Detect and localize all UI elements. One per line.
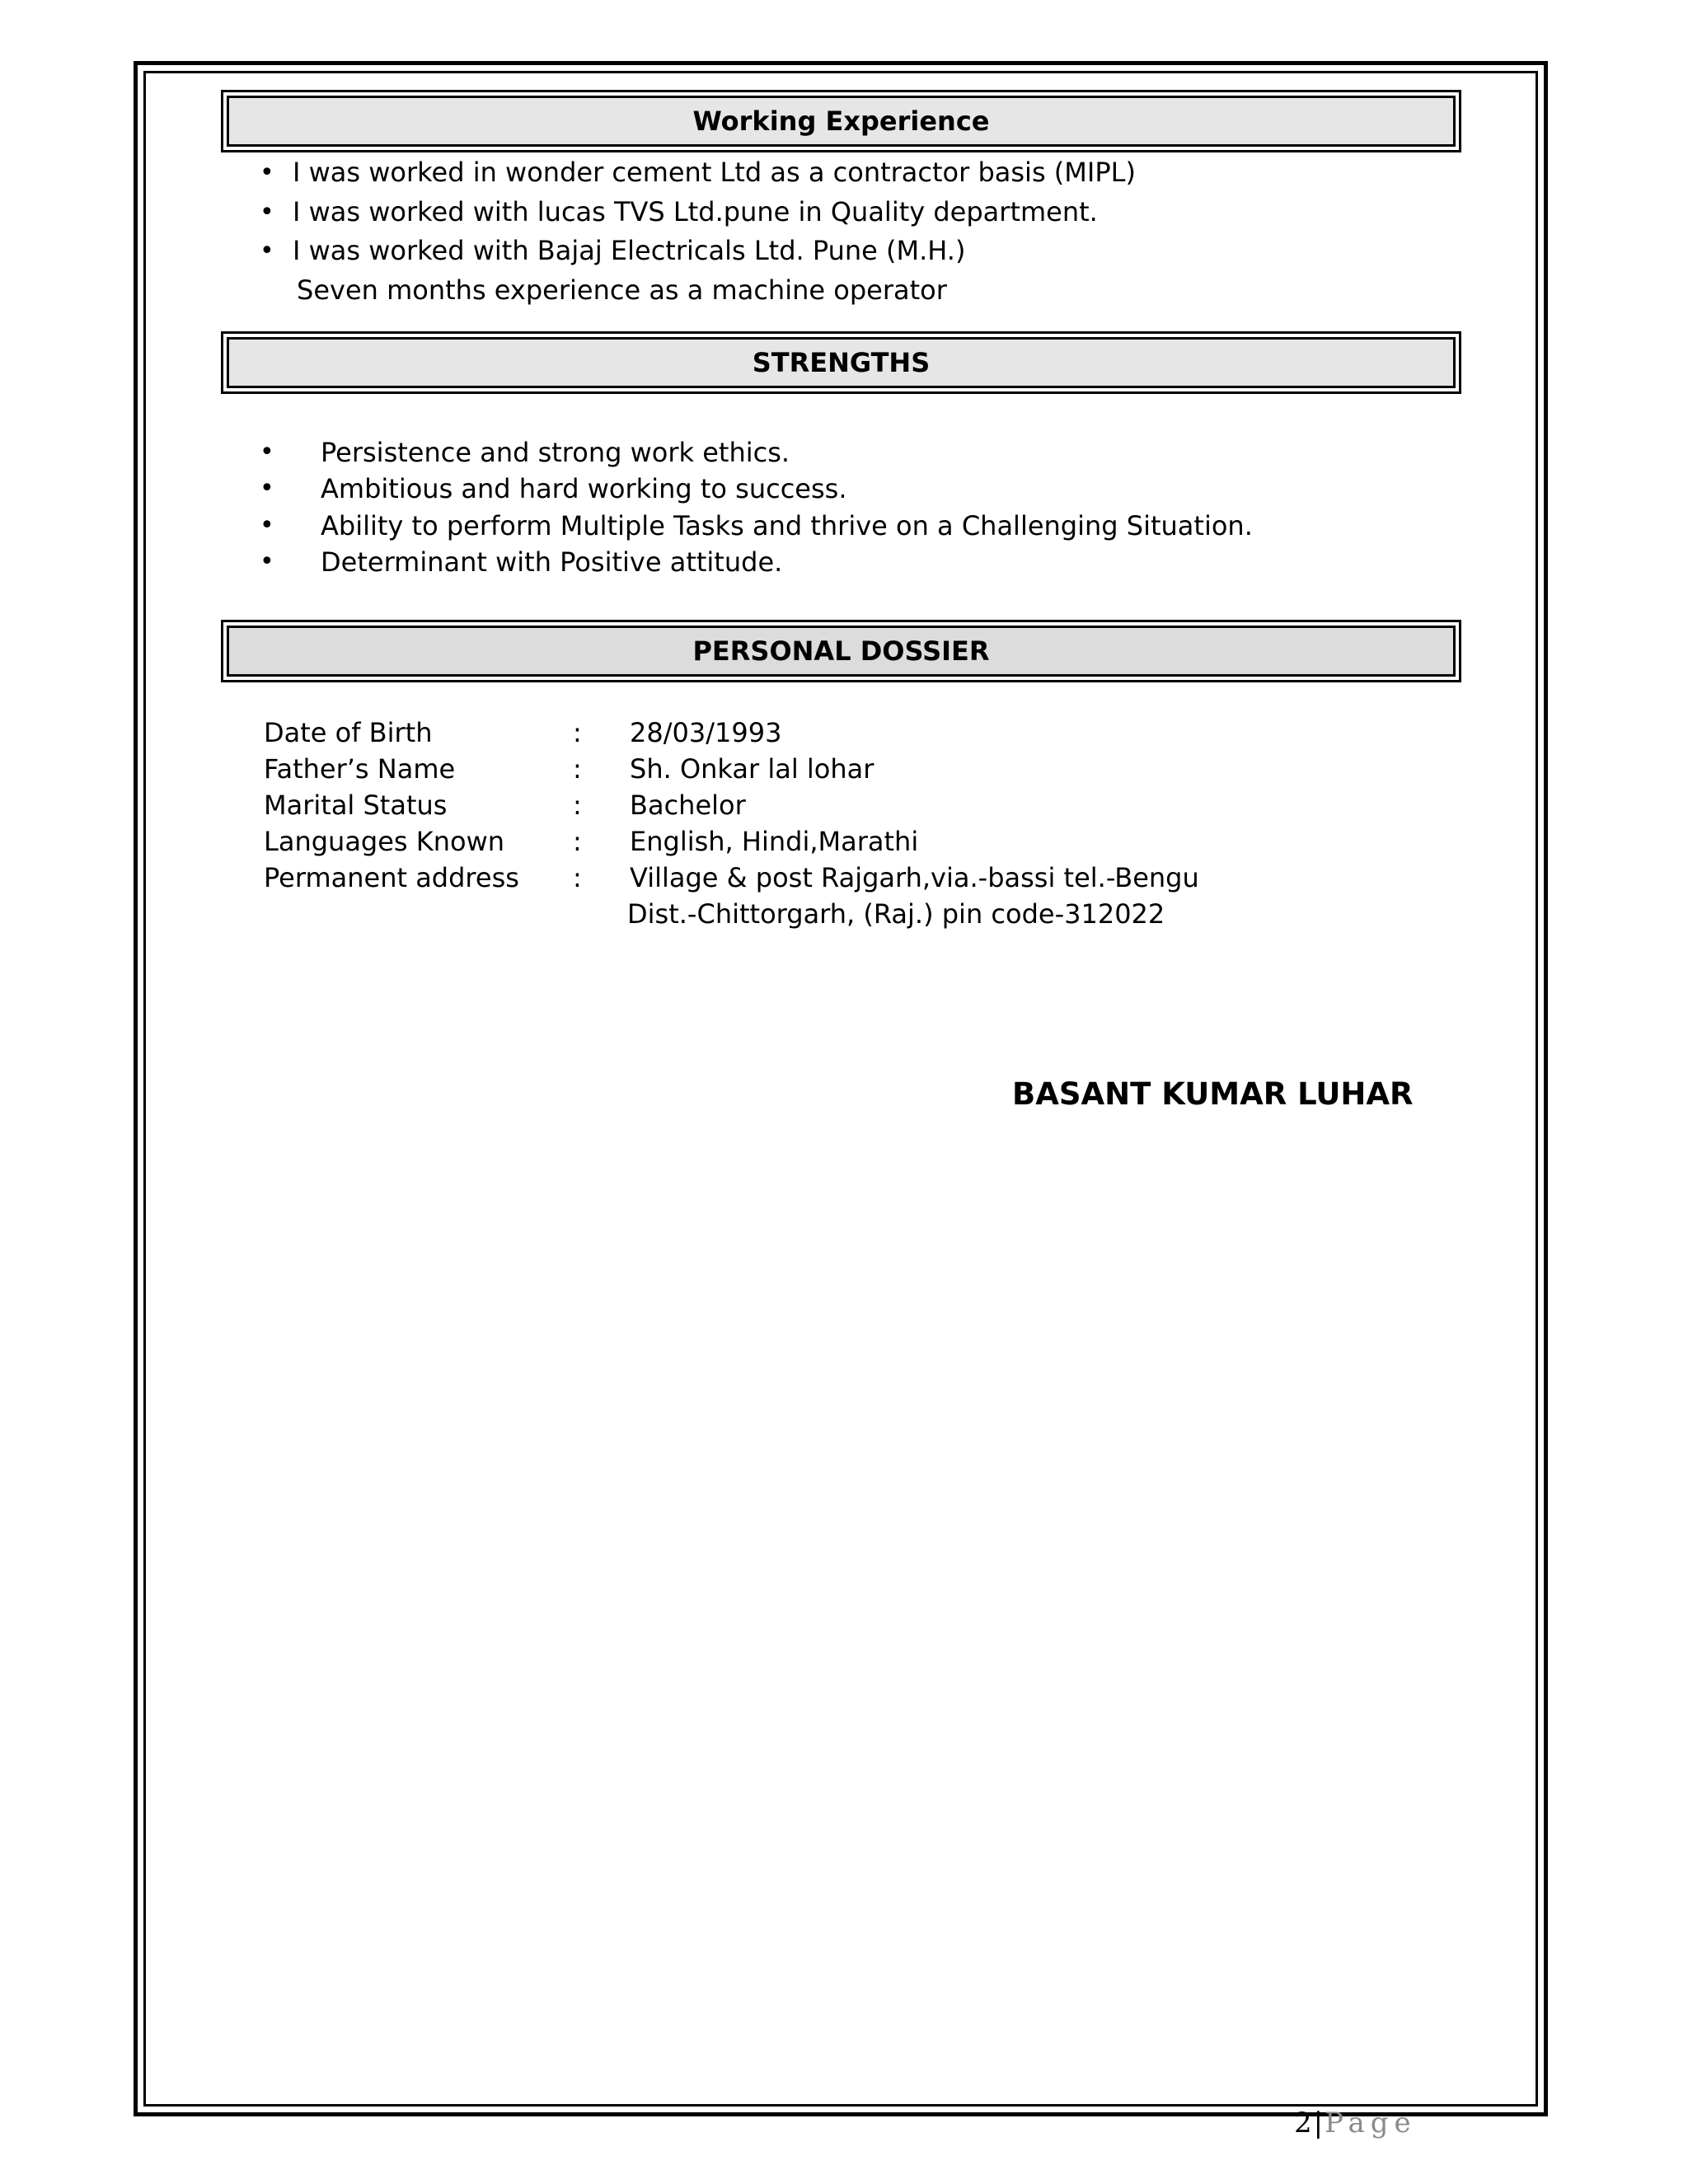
list-item <box>260 508 1253 544</box>
list-item <box>260 232 1136 271</box>
page-number-separator: | <box>1313 2107 1324 2139</box>
section-header-personal-dossier <box>221 620 1461 682</box>
section-header-strengths <box>221 331 1461 394</box>
dossier-value: Bachelor <box>630 790 746 821</box>
list-item-text: Ambitious and hard working to success. <box>321 473 847 505</box>
section-header-working-experience <box>221 90 1461 152</box>
list-item <box>260 434 1253 471</box>
list-item-text: Determinant with Positive attitude. <box>321 546 783 578</box>
section-title: PERSONAL DOSSIER <box>227 626 1456 677</box>
page-number: 2 <box>1294 2107 1312 2139</box>
work-experience-note: Seven months experience as a machine operator <box>297 274 947 306</box>
list-item-text: Persistence and strong work ethics. <box>321 437 790 468</box>
list-item <box>260 471 1253 507</box>
dossier-separator: : <box>573 717 582 748</box>
dossier-value: Dist.-Chittorgarh, (Raj.) pin code-312022 <box>627 898 1165 930</box>
list-item-text: I was worked in wonder cement Ltd as a contractor basis (MIPL) <box>293 157 1136 188</box>
bullet-icon: • <box>260 197 274 227</box>
dossier-value: Sh. Onkar lal lohar <box>630 753 874 785</box>
section-title: Working Experience <box>227 96 1456 147</box>
dossier-label: Father’s Name <box>264 753 456 785</box>
bullet-icon: • <box>260 510 274 540</box>
bullet-icon: • <box>260 158 274 187</box>
dossier-label: Permanent address <box>264 862 519 893</box>
section-title: STRENGTHS <box>227 337 1456 388</box>
page-number-footer <box>1294 2107 1417 2139</box>
dossier-separator: : <box>573 790 582 821</box>
bullet-icon: • <box>260 237 274 265</box>
dossier-separator: : <box>573 753 582 785</box>
bullet-icon: • <box>260 474 274 504</box>
list-item-text: Ability to perform Multiple Tasks and thrive on a Challenging Situation. <box>321 509 1253 541</box>
list-item <box>260 193 1136 232</box>
list-item <box>260 153 1136 193</box>
dossier-value: 28/03/1993 <box>630 717 782 748</box>
signature-name: BASANT KUMAR LUHAR <box>1012 1076 1414 1112</box>
dossier-separator: : <box>573 826 582 857</box>
list-item-text: I was worked with lucas TVS Ltd.pune in Quality department. <box>293 195 1098 227</box>
bullet-icon: • <box>260 438 274 466</box>
dossier-label: Date of Birth <box>264 717 433 748</box>
bullet-icon: • <box>260 546 274 576</box>
list-item <box>260 544 1253 580</box>
dossier-separator: : <box>573 862 582 893</box>
page-word: Page <box>1325 2107 1417 2139</box>
dossier-label: Marital Status <box>264 790 448 821</box>
dossier-label: Languages Known <box>264 826 505 857</box>
dossier-value: Village & post Rajgarh,via.-bassi tel.-Bengu <box>630 862 1199 893</box>
list-item-text: I was worked with Bajaj Electricals Ltd. Pune (M.H.) <box>293 235 966 266</box>
strengths-list <box>260 434 1253 580</box>
dossier-value: English, Hindi,Marathi <box>630 826 919 857</box>
work-experience-list <box>260 153 1136 271</box>
